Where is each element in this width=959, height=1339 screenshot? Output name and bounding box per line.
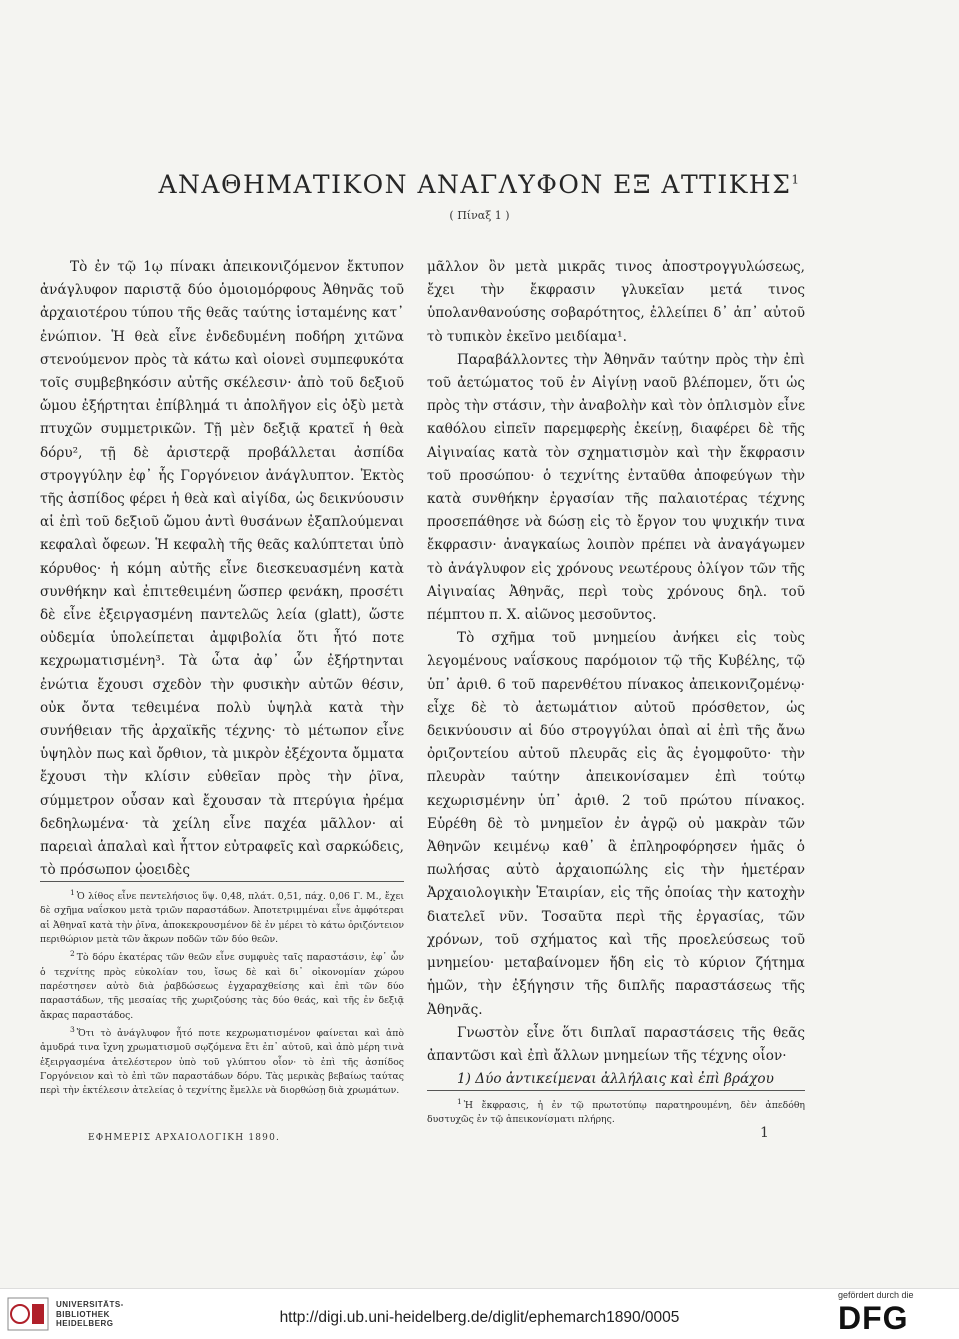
footnotes-right [427, 1090, 805, 1128]
footnote: $^1$ Ἡ ἔκφρασις, ἡ ἐν τῷ πρωτοτύπῳ παρατηρουμένη, δὲν ἀπεδόθη δυστυχῶς ἐν τῷ ἀπεικονίσματι πλήρης. [427, 1097, 805, 1126]
page-number: 1 [760, 1125, 769, 1141]
article-title: ΑΝΑΘΗΜΑΤΙΚΟΝ ΑΝΑΓΛΥΦΟΝ ΕΞ ΑΤΤΙΚΗΣ$^1$ [158, 170, 801, 199]
dfg-logo-icon[interactable]: DFG [838, 1300, 909, 1336]
university-library-name[interactable]: UNIVERSITÄTS- BIBLIOTHEK HEIDELBERG [56, 1300, 124, 1328]
body-paragraph: μᾶλλον ὂν μετὰ μικρᾶς τινος ἀποστρογγυλώσεως, ἔχει τὴν ἔκφρασιν γλυκεῖαν μετά τινος ὑπολανθανούσης σοβαρότητος, ἐλλείπει δ᾿ ἀπ᾿ αὐτοῦ τὸ τυπικὸν ἐκεῖνο μειδίαμα¹. [427, 259, 805, 345]
footnotes-left [40, 881, 404, 1098]
funding-note: gefördert durch die [838, 1290, 914, 1300]
journal-footer: ΕΦΗΜΕΡΙΣ ΑΡΧΑΙΟΛΟΓΙΚΗ 1890. [88, 1133, 281, 1143]
body-paragraph: Παραβάλλοντες τὴν Ἀθηνᾶν ταύτην πρὸς τὴν ἐπὶ τοῦ ἀετώματος τοῦ ἐν Αἰγίνῃ ναοῦ βλέπομεν, ὅτι ὡς πρὸς τὴν στάσιν, τὴν ἀναβολὴν καὶ τὸν ὁπλισμὸν εἶνε καθόλου εἰπεῖν παρεμφερὴς ἐκείνῃ, διαφέρει δὲ τῆς Αἰγιναίας κατὰ τὸν σχηματισμὸν καὶ τὴν ἔκφρασιν τοῦ προσώπου· ὁ τεχνίτης ἐνταῦθα ἀποφεύγων τὴν κατὰ συνθήκην ἐργασίαν τῆς παλαιοτέρας τέχνης προσεπάθησε νὰ δώσῃ εἰς τὸ ἔργον του ψυχικήν τινα ἔκφρασιν· ἀναγκαίως λοιπὸν πρέπει νὰ ἀναγάγωμεν τὸ ἀνάγλυφον εἰς χρόνους νεωτέρους ὀλίγον τῶν τῆς Αἰγιναίας Ἀθηνᾶς, περὶ τοὺς χρόνους δηλ. τοῦ πέμπτου π. Χ. αἰῶνος μεσοῦντος. [427, 351, 805, 624]
source-url-link[interactable]: http://digi.ub.uni-heidelberg.de/diglit/ephemarch1890/0005 [279, 1309, 680, 1326]
plate-reference: ( Πίναξ 1 ) [449, 209, 510, 222]
right-column [427, 256, 805, 1091]
left-column [40, 256, 404, 882]
footnote: $^1$ Ὁ λίθος εἶνε πεντελήσιος ὕψ. 0,48, πλάτ. 0,51, πάχ. 0,06 Γ. Μ., ἔχει δὲ σχῆμα ναΐσκου μετὰ τριῶν παραστάδων. Ἀποτετριμμέναι εἶνε ἀμφότεραι αἱ Ἀθηναῖ κατὰ τὴν ῥῖνα, ἀποκεκρουσμένον δὲ ἐν μέρει τὸ κάτω ὀριζόντειον περιθώριον μετὰ τῶν ἄκρων ποδῶν τῶν δύο θεῶν. [40, 888, 404, 945]
footnote: $^3$ Ὅτι τὸ ἀνάγλυφον ἦτό ποτε κεχρωματισμένον φαίνεται καὶ ἀπὸ ἀμυδρά τινα ἴχνη χρωματισμοῦ σῳζόμενα ἔτι ἐπ᾿ αὐτοῦ, καὶ ἀπὸ μέρη τινὰ ἐξειργασμένα ἀτελέστερον ὑπὸ τοῦ γλύπτου οἷον· τὸ ἐπὶ τῆς ἀσπίδος Γοργόνειον καὶ τὸ ἐπὶ τῶν παραστάδων δόρυ. Τὰς μερικὰς βεβαίως ταύτας περὶ τὴν ἐκτέλεσιν ἀτελείας ὁ τεχνίτης ἔμελλε νὰ διορθώσῃ διὰ χρωμάτων. [40, 1024, 404, 1097]
body-paragraph: 1) Δύο ἀντικείμεναι ἀλλήλαις καὶ ἐπὶ βράχου [457, 1071, 774, 1088]
body-paragraph: Τὸ σχῆμα τοῦ μνημείου ἀνήκει εἰς τοὺς λεγομένους ναΐσκους παρόμοιον τῷ τῆς Κυβέλης, τῷ ὑπ᾿ ἀριθ. 6 τοῦ παρενθέτου πίνακος ἀπεικονιζομένῳ· εἶχε δὲ τὸ ἀετωμάτιον αὐτοῦ πρόσθετον, ὡς δεικνύουσιν αἱ δύο στρογγύλαι ὀπαὶ αἱ ἐπὶ τῆς ἄνω ὀριζοντείου αὐτοῦ πλευρᾶς εἰς ἃς ἐγομφοῦτο· τὴν πλευρὰν ταύτην ἀπεικονίσαμεν ἐπὶ τούτῳ κεχωρισμένην ὑπ᾿ ἀριθ. 2 τοῦ πρώτου πίνακος. Εὑρέθη δὲ τὸ μνημεῖον ἐν ἀγρῷ οὐ μακρὰν τῶν Ἀθηνῶν κειμένῳ καθ᾿ ἃ ἐπληροφόρησεν ἡμᾶς ὁ πωλήσας αὐτὸ ἀρχαιοπώλης εἰς τὴν ἡμετέραν Ἀρχαιολογικὴν Ἑταιρίαν, εἰς τῆς ὁποίας τὴν κατοχὴν διατελεῖ νῦν. Τοσαῦτα περὶ τῆς ἐργασίας, τῶν χρόνων, τοῦ σχήματος καὶ τῆς προελεύσεως τοῦ μνημείου· μεταβαίνομεν ἤδη εἰς τὸ κύριον ζήτημα ἡμῶν, τὴν ἐξήγησιν τῆς διπλῆς παραστάσεως τῆς Ἀθηνᾶς. [427, 630, 805, 1018]
body-paragraph: Τὸ ἐν τῷ 1ῳ πίνακι ἀπεικονιζόμενον ἔκτυπον ἀνάγλυφον παριστᾷ δύο ὁμοιομόρφους Ἀθηνᾶς τοῦ ἀρχαιοτέρου τύπου τῆς θεᾶς ταύτης ἱσταμένης κατ᾿ ἐνώπιον. Ἡ θεὰ εἶνε ἐνδεδυμένη ποδήρη χιτῶνα στενούμενον πρὸς τὰ κάτω καὶ οἱονεὶ συμπεφυκότα τοῖς συμβεβηκόσιν αὐτῆς σκέλεσιν· ἀπὸ τοῦ δεξιοῦ ὤμου ἐξήρτηται ἐπίβλημά τι ἀπολῆγον εἰς ὀξὺ μετὰ πτυχῶν συμμετρικῶν. Τῇ μὲν δεξιᾷ κρατεῖ ἡ θεὰ δόρυ², τῇ δὲ ἀριστερᾷ προβάλλεται ἀσπίδα στρογγύλην ἐφ᾿ ἧς Γοργόνειον ἀνάγλυπτον. Ἐκτὸς τῆς ἀσπίδος φέρει ἡ θεὰ καὶ αἰγίδα, ὡς δεικνύουσιν αἱ ἐπὶ τοῦ δεξιοῦ ὤμου ἀντὶ θυσάνων ἐξαπλούμεναι κεφαλαὶ ὄφεων. Ἡ κεφαλὴ τῆς θεᾶς καλύπτεται ὑπὸ κόρυθος· ἡ κόμη αὐτῆς εἶνε διεσκευασμένη κατὰ συνθήκην καὶ ἐπιτεθειμένη ὥσπερ φενάκη, προσέτι δὲ εἶνε ἐξειργασμένη παντελῶς λεία (glatt), ὥστε οὐδεμία ὑπολείπεται ἀμφιβολία ὅτι ἦτό ποτε κεχρωματισμένη³. Τὰ ὦτα ἀφ᾿ ὧν ἐξήρτηνται ἐνώτια ἔχουσι σχεδὸν τὴν φυσικὴν αὐτῶν θέσιν, οὐκ ὄντα τεθειμένα πολὺ ὑψηλὰ κατὰ τὴν συνήθειαν τῆς ἀρχαϊκῆς τέχνης· τὸ μέτωπον εἶνε ὑψηλὸν πως καὶ ὄρθιον, τὰ μικρὸν ἐξέχοντα ὄμματα ἔχουσι τὴν κλίσιν εὐθεῖαν πρὸς τὴν ῥῖνα, σύμμετρον οὖσαν καὶ ἔχουσαν τὰ πτερύγια ἠρέμα δεδηλωμένα· τὰ χείλη εἶνε παχέα μᾶλλον· αἱ παρειαὶ ἁπαλαὶ καὶ ἧττον εὐτραφεῖς καὶ σαρκώδεις, τὸ πρόσωπον ᾠοειδὲς [40, 259, 404, 879]
body-paragraph: Γνωστὸν εἶνε ὅτι διπλαῖ παραστάσεις τῆς θεᾶς ἀπαντῶσι καὶ ἐπὶ ἄλλων μνημείων τῆς τέχνης οἷον· [427, 1024, 805, 1064]
footnote: $^2$ Τὸ δόρυ ἑκατέρας τῶν θεῶν εἶνε συμφυὲς ταῖς παραστάσιν, ἐφ᾿ ὧν ὁ τεχνίτης πρὸς εὐκολίαν του, ἴσως δὲ καὶ δι᾿ οἰκονομίαν χώρου παρέστησεν αὐτὸ διὰ ῥαβδώσεως ἐγχαραχθείσης καὶ ἐπὶ τῶν δύο παραστάδων, τῆς μεσαίας τῆς χωριζούσης τὰς δύο θεάς, καὶ τῆς ἐν δεξιᾷ ἄκρας παραστάδος. [40, 949, 404, 1021]
